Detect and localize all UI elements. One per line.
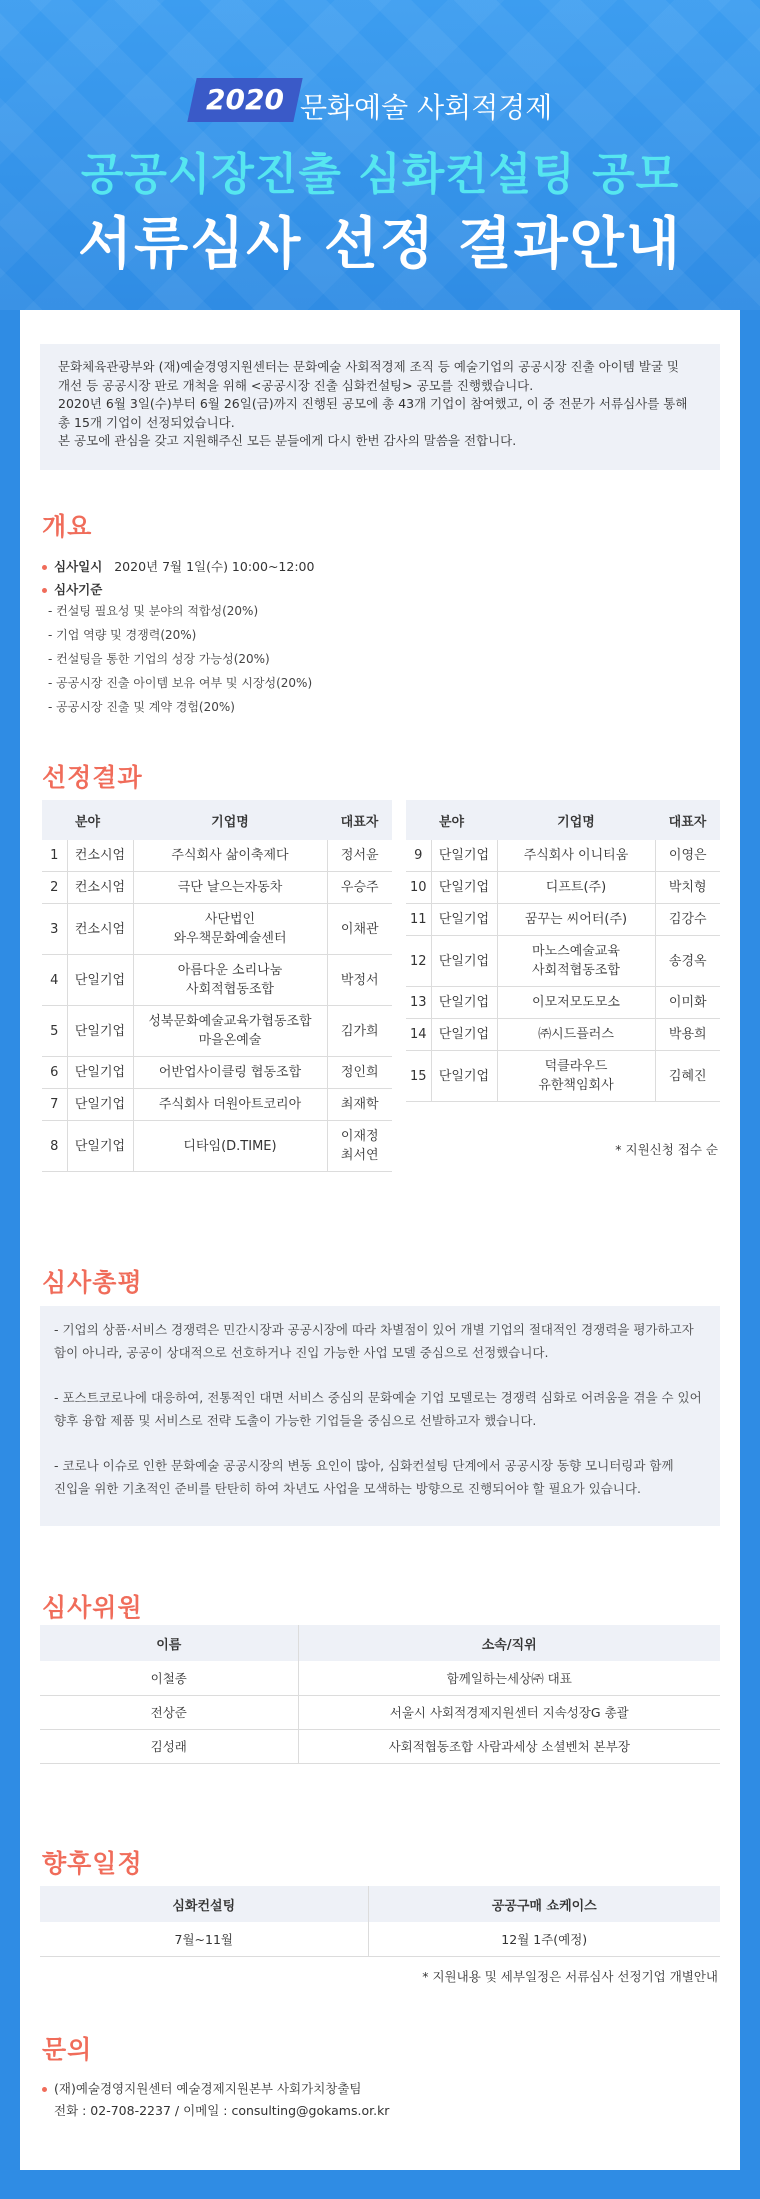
row-field: 컨소시엄 bbox=[67, 904, 133, 955]
table-row bbox=[406, 904, 720, 936]
row-representative: 박치형 bbox=[655, 872, 720, 904]
row-field: 단일기업 bbox=[431, 904, 497, 936]
row-number: 15 bbox=[406, 1051, 431, 1102]
intro-line: 본 공모에 관심을 갖고 지원해주신 모든 분들에게 다시 한번 감사의 말씀을 전합니다. bbox=[58, 433, 517, 448]
row-company: 주식회사 삶이축제다 bbox=[133, 840, 327, 872]
year-badge: 2020 bbox=[187, 78, 302, 122]
column-header-name: 이름 bbox=[40, 1625, 298, 1661]
table-row bbox=[406, 872, 720, 904]
row-company: 어반업사이클링 협동조합 bbox=[133, 1057, 327, 1089]
row-number: 2 bbox=[42, 872, 67, 904]
row-representative: 송경옥 bbox=[655, 936, 720, 987]
results-note: * 지원신청 접수 순 bbox=[615, 1142, 718, 1157]
table-row bbox=[42, 872, 392, 904]
hero-banner bbox=[0, 0, 760, 310]
row-representative: 김강수 bbox=[655, 904, 720, 936]
row-representative: 김가희 bbox=[327, 1006, 392, 1057]
table-row bbox=[406, 987, 720, 1019]
column-header-consulting: 심화컨설팅 bbox=[40, 1886, 368, 1922]
table-row bbox=[406, 1019, 720, 1051]
row-company: 극단 날으는자동차 bbox=[133, 872, 327, 904]
table-row bbox=[42, 904, 392, 955]
review-criteria-label: 심사기준 bbox=[42, 580, 102, 598]
table-row bbox=[42, 955, 392, 1006]
table-row bbox=[42, 840, 392, 872]
table-row: 7월~11월 12월 1주(예정) bbox=[40, 1922, 720, 1956]
row-field: 컨소시엄 bbox=[67, 872, 133, 904]
intro-line: 개선 등 공공시장 판로 개척을 위해 <공공시장 진출 심화컨설팅> 공모를 진행했습니다. bbox=[58, 377, 534, 393]
column-header-rep: 대표자 bbox=[327, 800, 392, 840]
table-row bbox=[42, 1089, 392, 1121]
criteria-item: - 기업 역량 및 경쟁력(20%) bbox=[48, 628, 197, 642]
row-representative: 이재정 최서연 bbox=[327, 1121, 392, 1172]
row-number: 3 bbox=[42, 904, 67, 955]
row-number: 9 bbox=[406, 840, 431, 872]
row-number: 4 bbox=[42, 955, 67, 1006]
row-field: 단일기업 bbox=[67, 1057, 133, 1089]
criteria-item: - 공공시장 진출 아이템 보유 여부 및 시장성(20%) bbox=[48, 676, 313, 690]
table-row bbox=[406, 1051, 720, 1102]
row-field: 단일기업 bbox=[431, 936, 497, 987]
table-row bbox=[42, 1121, 392, 1172]
table-row: 전상준 서울시 사회적경제지원센터 지속성장G 총괄 bbox=[40, 1695, 720, 1729]
content-card bbox=[20, 310, 740, 2170]
criteria-item: - 공공시장 진출 및 계약 경험(20%) bbox=[48, 700, 235, 714]
review-paragraph: - 포스트코로나에 대응하여, 전통적인 대면 서비스 중심의 문화예술 기업 모델로는 경쟁력 심화로 어려움을 겪을 수 있어 향후 융합 제품 및 서비스로 전략 도출이 가능한 기업들을 중심으로 선발하고자 했습니다. bbox=[54, 1390, 702, 1428]
row-field: 단일기업 bbox=[67, 1089, 133, 1121]
row-representative: 김혜진 bbox=[655, 1051, 720, 1102]
committee-table bbox=[40, 1625, 720, 1764]
intro-line: 2020년 6월 3일(수)부터 6월 26일(금)까지 진행된 공모에 총 43개 기업이 참여했고, 이 중 전문가 서류심사를 통해 bbox=[58, 396, 688, 411]
row-representative: 정서윤 bbox=[327, 840, 392, 872]
row-company: 아름다운 소리나눔 사회적협동조합 bbox=[133, 955, 327, 1006]
review-date: 심사일시 2020년 7월 1일(수) 10:00~12:00 bbox=[42, 557, 314, 575]
section-title-schedule: 향후일정 bbox=[42, 1849, 143, 1878]
intro-line: 총 15개 기업이 선정되었습니다. bbox=[58, 414, 235, 430]
row-field: 단일기업 bbox=[67, 1121, 133, 1172]
row-representative: 박정서 bbox=[327, 955, 392, 1006]
row-field: 단일기업 bbox=[431, 872, 497, 904]
column-header-field: 분야 bbox=[42, 800, 133, 840]
row-field: 단일기업 bbox=[431, 840, 497, 872]
column-header-showcase: 공공구매 쇼케이스 bbox=[368, 1886, 720, 1922]
row-representative: 정인희 bbox=[327, 1057, 392, 1089]
row-field: 단일기업 bbox=[431, 987, 497, 1019]
row-number: 8 bbox=[42, 1121, 67, 1172]
row-representative: 이영은 bbox=[655, 840, 720, 872]
row-number: 5 bbox=[42, 1006, 67, 1057]
schedule-table bbox=[40, 1886, 720, 1957]
row-number: 13 bbox=[406, 987, 431, 1019]
bullet-icon bbox=[42, 565, 47, 570]
row-number: 10 bbox=[406, 872, 431, 904]
contact-phone-email: 전화 : 02-708-2237 / 이메일 : consulting@gokams.or.kr bbox=[54, 2103, 390, 2118]
row-representative: 이채관 bbox=[327, 904, 392, 955]
table-row bbox=[406, 936, 720, 987]
row-company: 주식회사 더원아트코리아 bbox=[133, 1089, 327, 1121]
intro-line: 문화체육관광부와 (재)예술경영지원센터는 문화예술 사회적경제 조직 등 예술기업의 공공시장 진출 아이템 발굴 및 bbox=[58, 359, 679, 374]
row-company: 사단법인 와우책문화예술센터 bbox=[133, 904, 327, 955]
row-number: 14 bbox=[406, 1019, 431, 1051]
row-company: 디프트(주) bbox=[497, 872, 655, 904]
row-number: 12 bbox=[406, 936, 431, 987]
row-company: 덕클라우드 유한책임회사 bbox=[497, 1051, 655, 1102]
row-company: 꿈꾸는 씨어터(주) bbox=[497, 904, 655, 936]
header-subtitle: 문화예술 사회적경제 bbox=[300, 91, 553, 124]
row-field: 컨소시엄 bbox=[67, 840, 133, 872]
contact-org: (재)예술경영지원센터 예술경제지원본부 사회가치창출팀 bbox=[42, 2078, 389, 2100]
table-row bbox=[406, 840, 720, 872]
results-table-right bbox=[406, 800, 720, 1102]
row-representative: 우승주 bbox=[327, 872, 392, 904]
table-row: 김성래 사회적협동조합 사람과세상 소셜벤처 본부장 bbox=[40, 1729, 720, 1763]
column-header-company: 기업명 bbox=[497, 800, 655, 840]
row-company: 성북문화예술교육가협동조합 마을온예술 bbox=[133, 1006, 327, 1057]
criteria-item: - 컨설팅 필요성 및 분야의 적합성(20%) bbox=[48, 604, 259, 618]
contact-info bbox=[42, 2078, 389, 2122]
header-main-title: 서류심사 선정 결과안내 bbox=[78, 212, 682, 277]
row-number: 7 bbox=[42, 1089, 67, 1121]
bullet-icon bbox=[42, 588, 47, 593]
row-company: ㈜시드플러스 bbox=[497, 1019, 655, 1051]
row-number: 11 bbox=[406, 904, 431, 936]
review-box bbox=[40, 1306, 720, 1526]
row-company: 주식회사 이니티움 bbox=[497, 840, 655, 872]
row-company: 이모저모도모소 bbox=[497, 987, 655, 1019]
column-header-affiliation: 소속/직위 bbox=[298, 1625, 720, 1661]
header-title: 공공시장진출 심화컨설팅 공모 bbox=[80, 149, 680, 200]
row-field: 단일기업 bbox=[67, 1006, 133, 1057]
review-paragraph: - 코로나 이슈로 인한 문화예술 공공시장의 변동 요인이 많아, 심화컨설팅 단계에서 공공시장 동향 모니터링과 함께 진입을 위한 기초적인 준비를 탄탄히 하여 차년도 사업을 모색하는 방향으로 진행되어야 할 필요가 있습니다. bbox=[54, 1458, 674, 1496]
schedule-note: * 지원내용 및 세부일정은 서류심사 선정기업 개별안내 bbox=[422, 1969, 718, 1984]
row-representative: 이미화 bbox=[655, 987, 720, 1019]
intro-box bbox=[40, 344, 720, 470]
table-row bbox=[42, 1006, 392, 1057]
row-field: 단일기업 bbox=[431, 1051, 497, 1102]
section-title-review: 심사총평 bbox=[42, 1268, 143, 1297]
row-company: 디타임(D.TIME) bbox=[133, 1121, 327, 1172]
row-field: 단일기업 bbox=[431, 1019, 497, 1051]
table-row: 이철종 함께일하는세상㈜ 대표 bbox=[40, 1661, 720, 1695]
review-paragraph: - 기업의 상품·서비스 경쟁력은 민간시장과 공공시장에 따라 차별점이 있어 개별 기업의 절대적인 경쟁력을 평가하고자 함이 아니라, 공공이 상대적으로 선호하거나 진입 가능한 사업 모델 중심으로 선정했습니다. bbox=[54, 1322, 694, 1360]
column-header-field: 분야 bbox=[406, 800, 497, 840]
row-company: 마노스예술교육 사회적협동조합 bbox=[497, 936, 655, 987]
bullet-icon bbox=[42, 2087, 47, 2092]
row-number: 6 bbox=[42, 1057, 67, 1089]
section-title-overview: 개요 bbox=[42, 512, 93, 541]
table-row bbox=[42, 1057, 392, 1089]
criteria-item: - 컨설팅을 통한 기업의 성장 가능성(20%) bbox=[48, 652, 270, 666]
results-table-left bbox=[42, 800, 392, 1172]
row-representative: 박용희 bbox=[655, 1019, 720, 1051]
section-title-committee: 심사위원 bbox=[42, 1593, 143, 1622]
column-header-rep: 대표자 bbox=[655, 800, 720, 840]
row-field: 단일기업 bbox=[67, 955, 133, 1006]
column-header-company: 기업명 bbox=[133, 800, 327, 840]
row-representative: 최재학 bbox=[327, 1089, 392, 1121]
section-title-results: 선정결과 bbox=[42, 763, 143, 792]
row-number: 1 bbox=[42, 840, 67, 872]
section-title-contact: 문의 bbox=[42, 2035, 93, 2064]
